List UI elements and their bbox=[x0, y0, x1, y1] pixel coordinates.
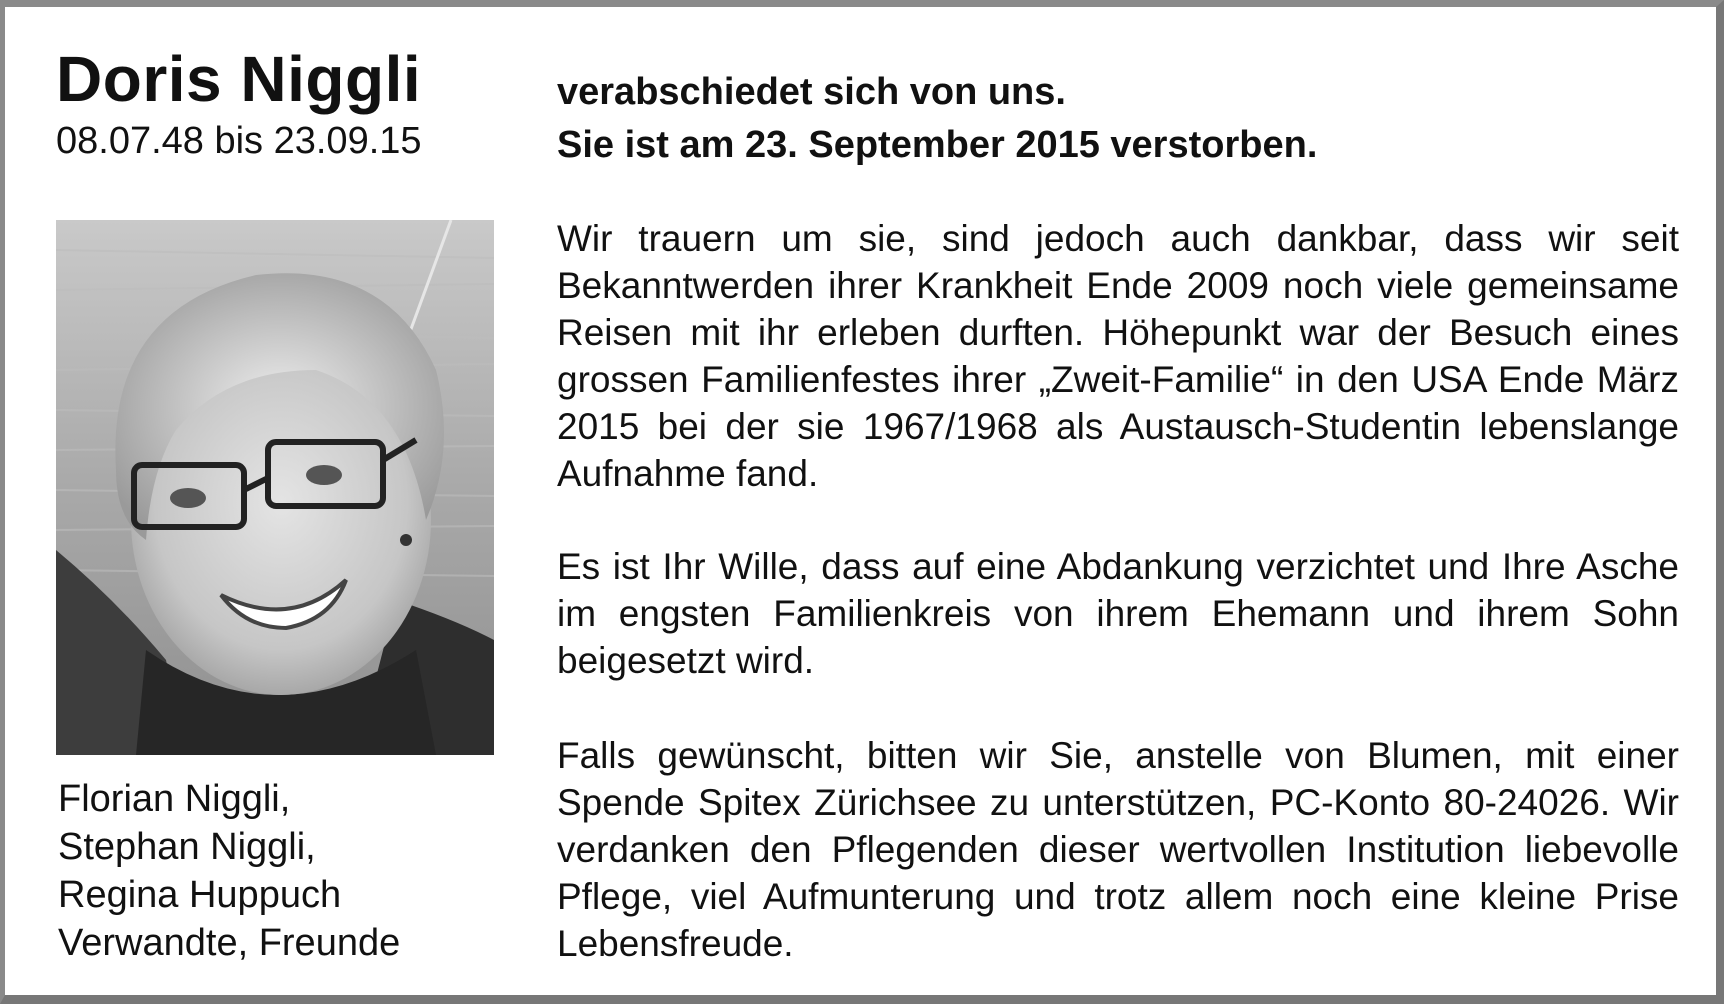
intro-block bbox=[557, 66, 1679, 172]
mourner-name: Verwandte, Freunde bbox=[58, 922, 401, 964]
paragraph-gratitude: Wir trauern um sie, sind jedoch auch dankbar, dass wir seit Bekanntwerden ihrer Krankheit Ende 2009 noch viele gemeinsame Reisen mit ihr erleben durften. Höhepunkt war der Besuch eines grossen Familienfestes ihrer „Zweit-Familie“ in den USA Ende März 2015 bei der sie 1967/1968 als Austausch-Studentin lebenslange Aufnahme fand. bbox=[557, 218, 1679, 494]
life-dates: 08.07.48 bis 23.09.15 bbox=[56, 120, 422, 162]
paragraph-donation: Falls gewünscht, bitten wir Sie, anstelle von Blumen, mit einer Spende Spitex Zürichsee zu unterstützen, PC-Konto 80-24026. Wir verdanken den Pflegenden dieser wertvollen Institution liebevolle Pflege, viel Aufmunterung und trotz allem noch eine kleine Prise Lebensfreude. bbox=[557, 735, 1679, 964]
portrait-photo bbox=[56, 220, 494, 755]
paragraph-burial: Es ist Ihr Wille, dass auf eine Abdankung verzichtet und Ihre Asche im engsten Familienkreis von ihrem Ehemann und ihrem Sohn beigesetzt wird. bbox=[557, 546, 1679, 681]
deceased-name: Doris Niggli bbox=[56, 43, 422, 115]
header-block bbox=[56, 40, 516, 164]
mourner-name: Florian Niggli, bbox=[58, 778, 291, 820]
intro-line-1: verabschiedet sich von uns. bbox=[557, 71, 1066, 113]
mourner-name: Regina Huppuch bbox=[58, 874, 342, 916]
intro-line-2: Sie ist am 23. September 2015 verstorben. bbox=[557, 124, 1318, 166]
mourners-list bbox=[58, 775, 518, 967]
mourner-name: Stephan Niggli, bbox=[58, 826, 316, 868]
